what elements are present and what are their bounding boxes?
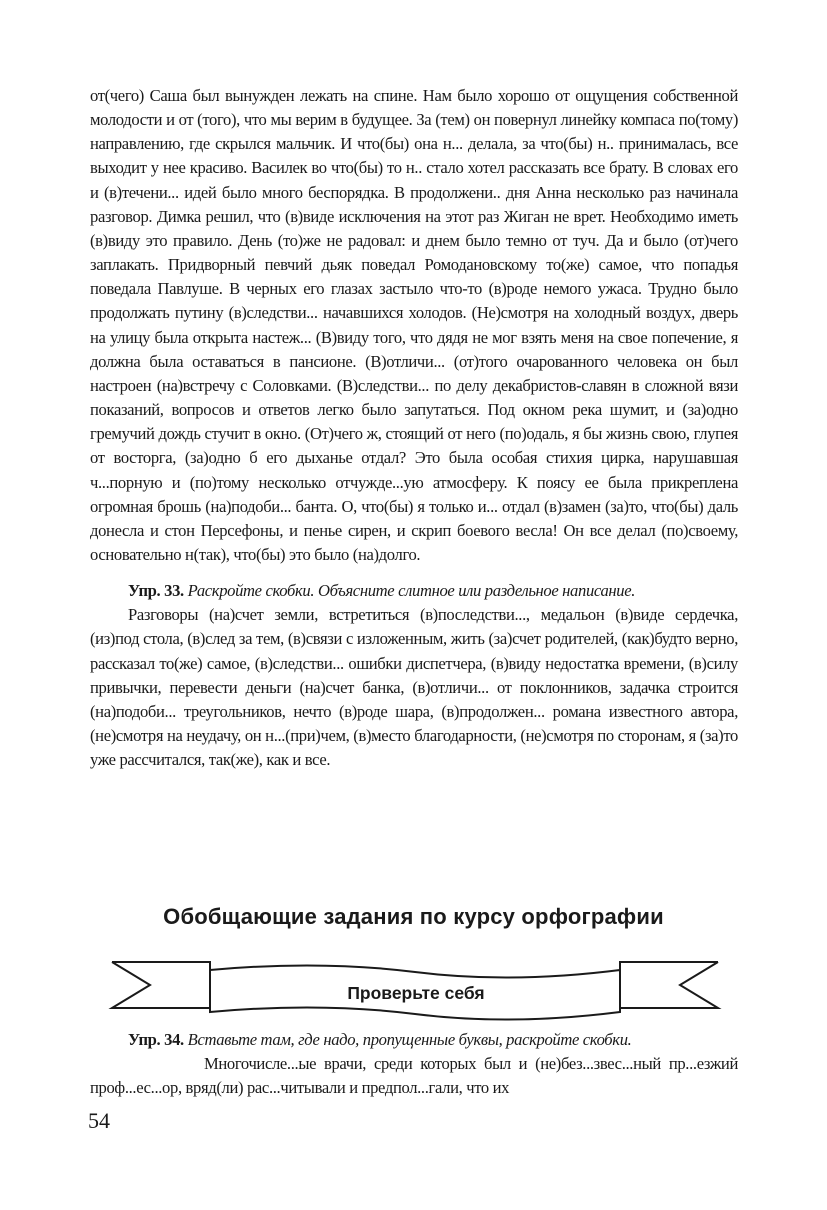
page-number: 54 — [88, 1108, 110, 1133]
exercise-33-label: Упр. 33. — [128, 581, 184, 601]
exercise-33-heading — [90, 579, 738, 603]
exercise-33-body: Разговоры (на)счет земли, встретиться (в)последстви..., медальон (в)виде сердечка, (из)под стола, (в)след за тем, (в)связи с изложенным, жить (за)счет родителей, (как)будто верно, рассказал то(же) самое, (в)следстви... ошибки диспетчера, (в)виду недостатка времени, (в)силу привычки, перевести деньги (на)счет банка, (в)отличи... от поклонников, задачка строится (на)подоби... треугольников, нечто (в)роде шара, (в)продолжен... романа известного автора, (не)смотря на неудачу, он н...(при)чем, (в)место благодарности, (не)смотря по сторонам, я (за)то уже рассчитался, так(же), как и все. — [90, 605, 738, 770]
ribbon-right-tail — [620, 962, 718, 1008]
exercise-34-heading — [90, 1028, 738, 1052]
exercise-34-task: Вставьте там, где надо, пропущенные буквы, раскройте скобки. — [187, 1030, 632, 1049]
main-text-block — [90, 84, 738, 772]
banner-label: Проверьте себя — [347, 983, 485, 1003]
exercise-32-text: от(чего) Саша был вынужден лежать на спине. Нам было хорошо от ощущения собственной молодости и от (того), что мы верим в будущее. За (тем) он повернул линейку компаса по(тому) направлению, где скрылся мальчик. И что(бы) она н... делала, за что(бы) н.. принималась, все выходит у нее красиво. Василек во что(бы) то н.. стало хотел рассказать все брату. В словах его и (в)течени... идей было много беспорядка. В продолжени.. дня Анна несколько раз начинала разговор. Димка решил, что (в)виде исключения на этот раз Жиган не врет. Необходимо иметь (в)виду это правило. День (то)же не радовал: и днем было темно от туч. Да и было (от)чего заплакать. Придворный певчий дьяк поведал Ромодановскому то(же) самое, что попадья поведала Павлуше. В черных его глазах застыло что-то (в)роде немого ужаса. Трудно было продолжать путину (в)следстви... начавшихся холодов. (Не)смотря на холодный воздух, дверь на улицу была открыта настеж... (В)виду того, что дядя не мог взять меня на свое попечение, я должна была оставаться в пансионе. (В)отличи... (от)того очарованного человека он был настроен (на)встречу с Соловками. (В)следстви... по делу декабристов-славян в сложной вязи показаний, вопросов и ответов легко было запутаться. Под окном река шумит, и (за)одно гремучий дождь стучит в окно. (От)чего ж, стоящий от него (по)одаль, я бы жизнь свою, глупея от восторга, (за)одно б его дыханье отдал? Это была особая стихия цирка, нарушавшая ч...порную и (по)тому несколько отчужде...ую атмосферу. К поясу ее была прикреплена огромная брошь (на)подоби... банта. О, что(бы) я только и... отдал (в)замен (за)то, что(бы) даль донесла и стон Персефоны, и пенье сирен, и скрип боевого весла! Он все делал (по)своему, основательно н(так), что(бы) это было (на)долго. — [90, 86, 738, 564]
ribbon-left-tail — [112, 962, 210, 1008]
exercise-34-label: Упр. 34. — [128, 1030, 184, 1049]
section-title: Обобщающие задания по курсу орфографии — [163, 904, 664, 929]
exercise-34-body: Многочисле...ые врачи, среди которых был и (не)без...звес...ный пр...езжий проф...ес...ор, вряд(ли) рас...читывали и предпол...гали, что их — [90, 1054, 738, 1098]
exercise-34-block — [90, 1028, 738, 1100]
exercise-33-task: Раскройте скобки. Объясните слитное или раздельное написание. — [187, 581, 636, 601]
